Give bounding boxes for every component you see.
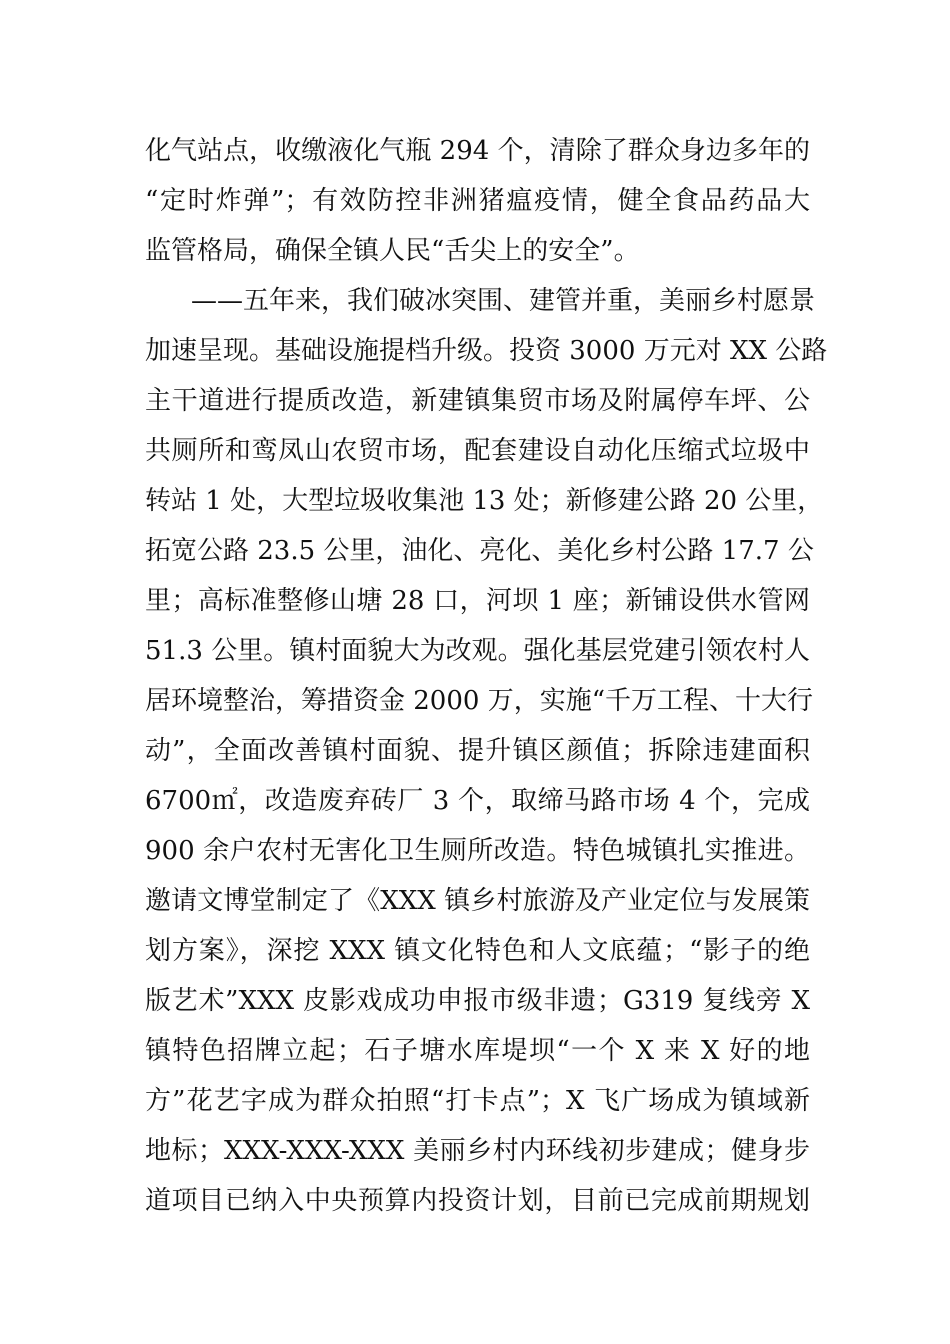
text-line: 转站 1 处，大型垃圾收集池 13 处；新修建公路 20 公里，	[145, 486, 824, 516]
text-line: 居环境整治，筹措资金 2000 万，实施“千万工程、十大行	[145, 686, 813, 716]
text-line: “定时炸弹”；有效防控非洲猪瘟疫情，健全食品药品大	[145, 186, 810, 216]
paragraph-first-line: ——五年来，我们破冰突围、建管并重，美丽乡村愿景	[191, 286, 816, 316]
text-line: 主干道进行提质改造，新建镇集贸市场及附属停车坪、公	[145, 386, 810, 416]
text-line: 邀请文博堂制定了《XXX 镇乡村旅游及产业定位与发展策	[145, 886, 810, 916]
text-line: 动”，全面改善镇村面貌、提升镇区颜值；拆除违建面积	[145, 736, 810, 766]
text-line: 划方案》，深挖 XXX 镇文化特色和人文底蕴；“影子的绝	[145, 936, 810, 966]
text-line: 地标；XXX-XXX-XXX 美丽乡村内环线初步建成；健身步	[145, 1136, 810, 1166]
text-line: 方”花艺字成为群众拍照“打卡点”；X 飞广场成为镇域新	[145, 1086, 810, 1116]
text-line: 共厕所和鸾凤山农贸市场，配套建设自动化压缩式垃圾中	[145, 436, 810, 466]
text-line: 里；高标准整修山塘 28 口，河坝 1 座；新铺设供水管网	[145, 586, 810, 616]
text-line: 监管格局，确保全镇人民“舌尖上的安全”。	[145, 236, 640, 266]
text-line: 道项目已纳入中央预算内投资计划，目前已完成前期规划	[145, 1186, 810, 1216]
text-line: 900 余户农村无害化卫生厕所改造。特色城镇扎实推进。	[145, 836, 810, 866]
text-line: 版艺术”XXX 皮影戏成功申报市级非遗；G319 复线旁 X	[145, 986, 810, 1016]
text-line: 镇特色招牌立起；石子塘水库堤坝“一个 X 来 X 好的地	[145, 1036, 810, 1066]
text-line: 6700㎡，改造废弃砖厂 3 个，取缔马路市场 4 个，完成	[145, 786, 810, 816]
text-line: 化气站点，收缴液化气瓶 294 个，清除了群众身边多年的	[145, 136, 810, 166]
text-line: 加速呈现。基础设施提档升级。投资 3000 万元对 XX 公路	[145, 336, 828, 366]
text-line: 拓宽公路 23.5 公里，油化、亮化、美化乡村公路 17.7 公	[145, 536, 814, 566]
text-line: 51.3 公里。镇村面貌大为改观。强化基层党建引领农村人	[145, 636, 810, 666]
